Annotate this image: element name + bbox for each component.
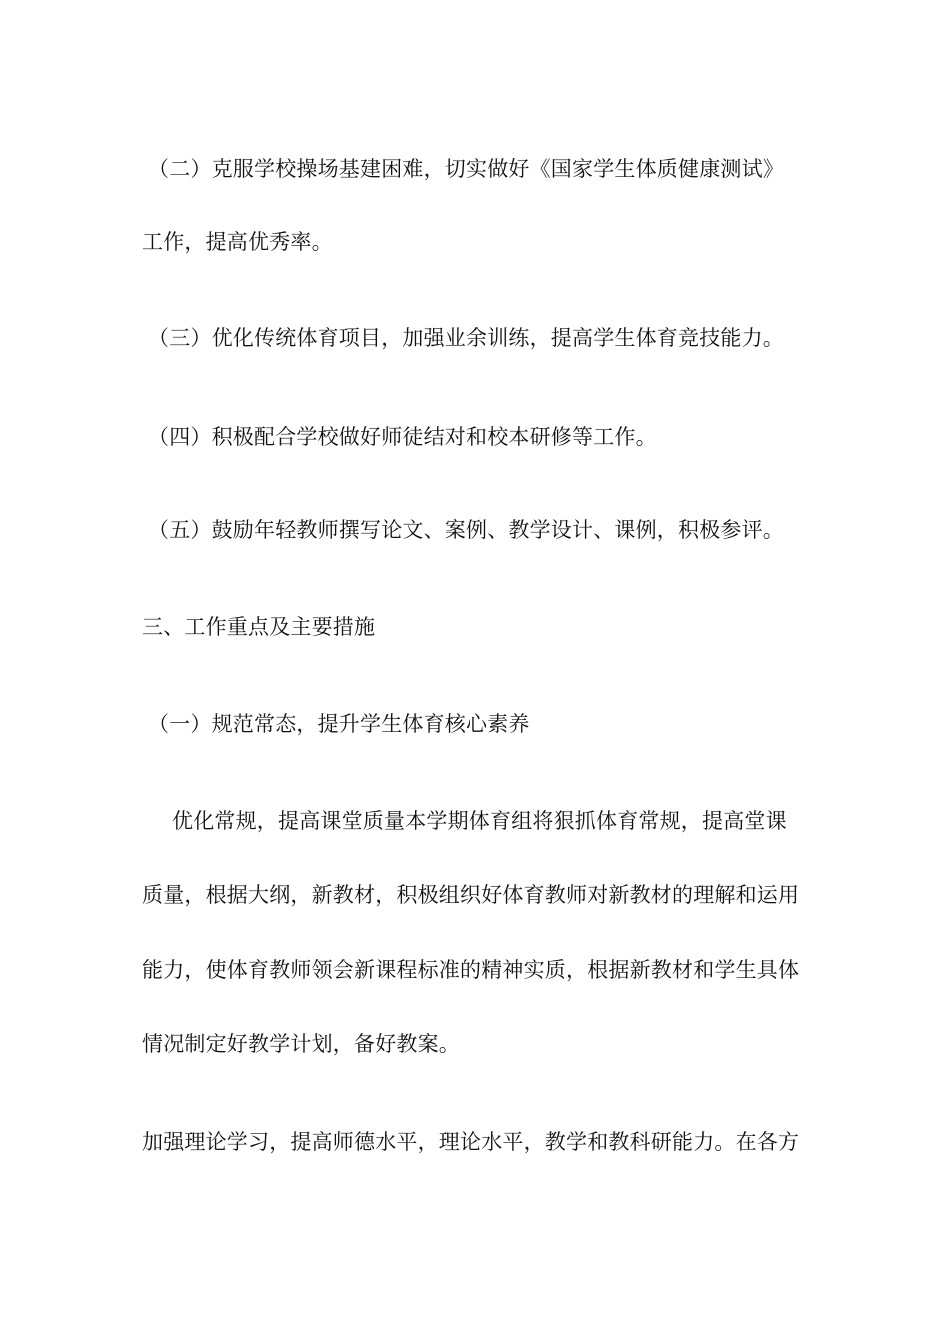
section-heading: 三、工作重点及主要措施 (142, 615, 376, 639)
subsection-heading: （一）规范常态，提升学生体育核心素养 (148, 712, 530, 736)
paragraph-line-1: （二）克服学校操场基建困难，切实做好《国家学生体质健康测试》 (148, 157, 784, 181)
paragraph-line-2: 工作，提高优秀率。 (142, 230, 333, 254)
paragraph-line-10: 加强理论学习，提高师德水平，理论水平，教学和教科研能力。在各方 (142, 1130, 800, 1154)
paragraph-line-8: 能力，使体育教师领会新课程标准的精神实质，根据新教材和学生具体 (142, 958, 800, 982)
paragraph-line-9: 情况制定好教学计划，备好教案。 (142, 1032, 460, 1056)
paragraph-line-6: 优化常规，提高课堂质量本学期体育组将狠抓体育常规，提高堂课 (172, 809, 787, 833)
paragraph-line-3: （三）优化传统体育项目，加强业余训练，提高学生体育竞技能力。 (148, 326, 784, 350)
paragraph-line-7: 质量，根据大纲，新教材，积极组织好体育教师对新教材的理解和运用 (142, 883, 800, 907)
paragraph-line-4: （四）积极配合学校做好师徒结对和校本研修等工作。 (148, 425, 657, 449)
paragraph-line-5: （五）鼓励年轻教师撰写论文、案例、教学设计、课例，积极参评。 (148, 518, 784, 542)
